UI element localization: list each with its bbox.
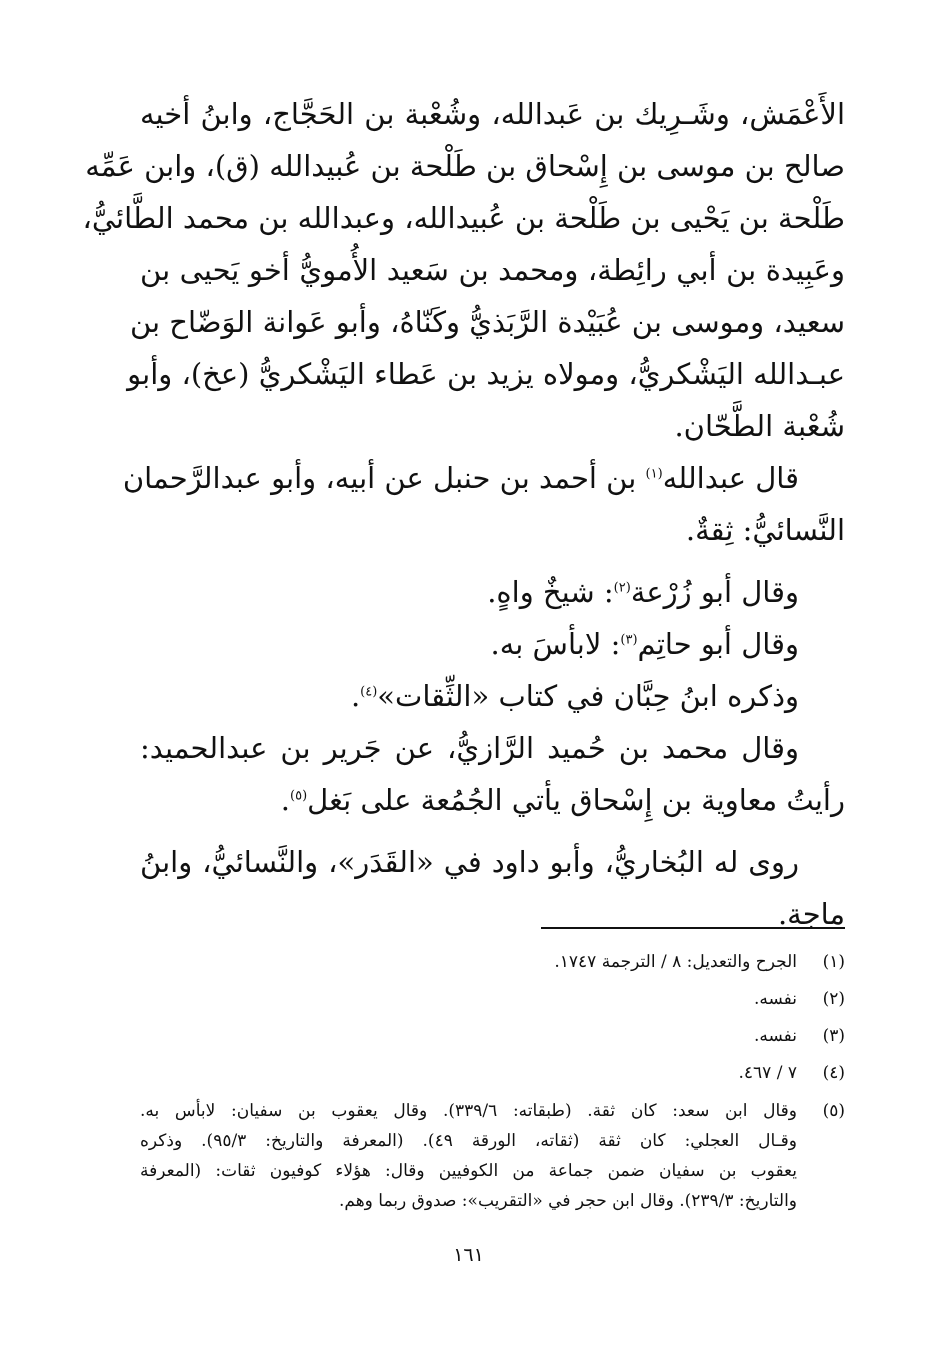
footnote [140,1018,845,1055]
body-line [140,566,845,618]
body-text: . [350,679,361,713]
body-line: عبـدالله اليَشْكريُّ، ومولاه يزيد بن عَطاء اليَشْكريُّ (عخ)، وأبو [127,357,845,391]
footnote-divider [541,927,845,929]
body-line: روى له البُخاريُّ، وأبو داود في «القَدَر»، والنَّسائيُّ، وابنُ [140,845,799,879]
body-line: النَّسائيُّ: ثِقةٌ. [685,513,845,547]
body-text: : لابأسَ به. [490,627,621,661]
footnote-text: ٧ / ٤٦٧. [738,1063,797,1083]
body-text: رأيتُ معاوية بن إِسْحاق يأتي الجُمُعة على بَغل [307,783,845,817]
footnote [140,1096,845,1216]
body-text: وقال أبو زُرْعة [630,575,799,609]
body-text: . [280,783,290,817]
body-line: وقال محمد بن حُميد الرَّازيُّ، عن جَرير بن عبدالحميد: [140,731,799,765]
footnote-number: (٣) [822,1026,845,1046]
body-text: قال عبدالله [662,461,799,495]
footnote-line: يعقوب بن سفيان ضمن جماعة من الكوفيين وقال: هؤلاء كوفيون ثقات: (المعرفة [140,1161,797,1181]
body-line: الأَعْمَش، وشَـرِيك بن عَبدالله، وشُعْبة بن الحَجَّاج، وابنُ أخيه [140,97,845,131]
footnote-text: نفسه. [753,1026,797,1046]
body-line [140,618,845,670]
footnote-ref[interactable]: (١) [645,466,663,482]
footnote-ref[interactable]: (٢) [613,580,631,596]
footnote-text: نفسه. [753,989,797,1009]
body-line: صالح بن موسى بن إِسْحاق بن طَلْحة بن عُبيدالله (ق)، وابن عَمِّه [85,149,845,183]
body-line: شُعْبة الطَّحّان. [674,409,845,443]
page-number: ١٦١ [453,1244,484,1266]
body-line [122,452,845,504]
body-text: بن أحمد بن حنبل عن أبيه، وأبو عبدالرَّحمان [122,461,646,495]
footnote [140,944,845,981]
footnotes [140,944,845,1216]
footnote-number: (٢) [822,989,845,1009]
body-line: وعَبِيدة بن أبي رائِطة، ومحمد بن سَعيد الأُمويُّ أخو يَحيى بن [140,253,845,287]
footnote-ref[interactable]: (٣) [620,632,638,648]
footnote-line: وقال ابن سعد: كان ثقة. (طبقاته: ٣٣٩/٦). وقال يعقوب بن سفيان: لابأس به. [140,1101,797,1121]
main-text [82,88,845,940]
body-text: : شيخٌ واهٍ. [487,575,614,609]
footnote [140,981,845,1018]
footnote-text [140,1096,797,1216]
footnote-line: وقـال العجلي: كان ثقة (ثقاته، الورقة ٤٩). (المعرفة والتاريخ: ٩٥/٣). وذكره [140,1131,798,1151]
body-line: ماجة. [777,897,845,931]
body-line [140,774,845,826]
footnote-text: الجرح والتعديل: ٨ / الترجمة ١٧٤٧. [554,952,797,972]
footnote-number: (٤) [822,1063,845,1083]
footnote [140,1055,845,1092]
footnote-number: (١) [822,952,845,972]
body-line [140,670,845,722]
footnote-ref[interactable]: (٤) [360,684,378,700]
body-line: طَلْحة بن يَحْيى بن طَلْحة بن عُبيدالله، وعبدالله بن محمد الطَّائيُّ، [82,201,845,235]
footnote-number: (٥) [822,1101,845,1121]
body-line: سعيد، وموسى بن عُبَيْدة الرَّبَذيُّ وكَنّاهُ، وأبو عَوانة الوَضّاح بن [129,305,845,339]
footnote-ref[interactable]: (٥) [290,788,308,804]
body-text: وقال أبو حاتِم [637,627,799,661]
body-text: وذكره ابنُ حِبَّان في كتاب «الثِّقات» [377,679,799,713]
footnote-line: والتاريخ: ٢٣٩/٣). وقال ابن حجر في «التقريب»: صدوق ربما وهم. [339,1191,797,1211]
